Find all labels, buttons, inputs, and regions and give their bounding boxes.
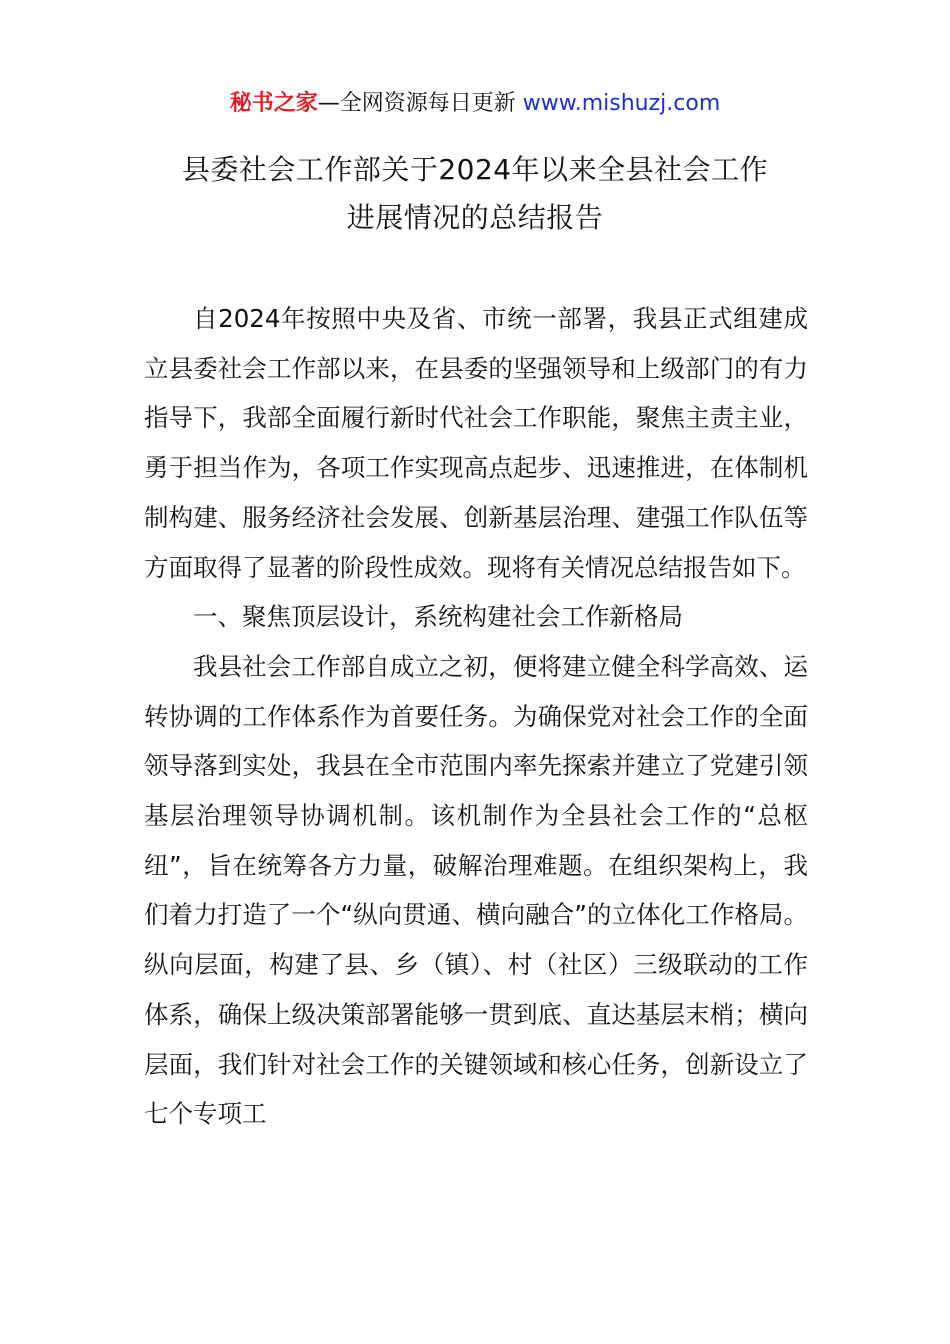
- title-line-2: 进展情况的总结报告: [346, 201, 604, 234]
- document-title: [60, 146, 890, 242]
- brand-name: 秘书之家: [229, 91, 318, 116]
- title-line-1: 县委社会工作部关于2024年以来全县社会工作: [181, 153, 769, 186]
- document-body: [144, 294, 808, 1139]
- site-url-link[interactable]: www.mishuzj.com: [522, 91, 721, 116]
- section-heading-1: 一、聚焦顶层设计，系统构建社会工作新格局: [193, 602, 683, 632]
- header-tagline: —全网资源每日更新: [317, 91, 523, 116]
- intro-paragraph: 自2024年按照中央及省、市统一部署，我县正式组建成立县委社会工作部以来，在县委的坚强领导和上级部门的有力指导下，我部全面履行新时代社会工作职能，聚焦主责主业，勇于担当作为，各项工作实现高点起步、迅速推进，在体制机制构建、服务经济社会发展、创新基层治理、建强工作队伍等方面取得了显著的阶段性成效。现将有关情况总结报告如下。: [144, 304, 808, 582]
- section-paragraph-1: 我县社会工作部自成立之初，便将建立健全科学高效、运转协调的工作体系作为首要任务。为确保党对社会工作的全面领导落到实处，我县在全市范围内率先探索并建立了党建引领基层治理领导协调机制。该机制作为全县社会工作的“总枢纽”，旨在统筹各方力量，破解治理难题。在组织架构上，我们着力打造了一个“纵向贯通、横向融合”的立体化工作格局。纵向层面，构建了县、乡（镇）、村（社区）三级联动的工作体系，确保上级决策部署能够一贯到底、直达基层末梢；横向层面，我们针对社会工作的关键领域和核心任务，创新设立了七个专项工: [144, 651, 808, 1129]
- site-header: [0, 88, 950, 120]
